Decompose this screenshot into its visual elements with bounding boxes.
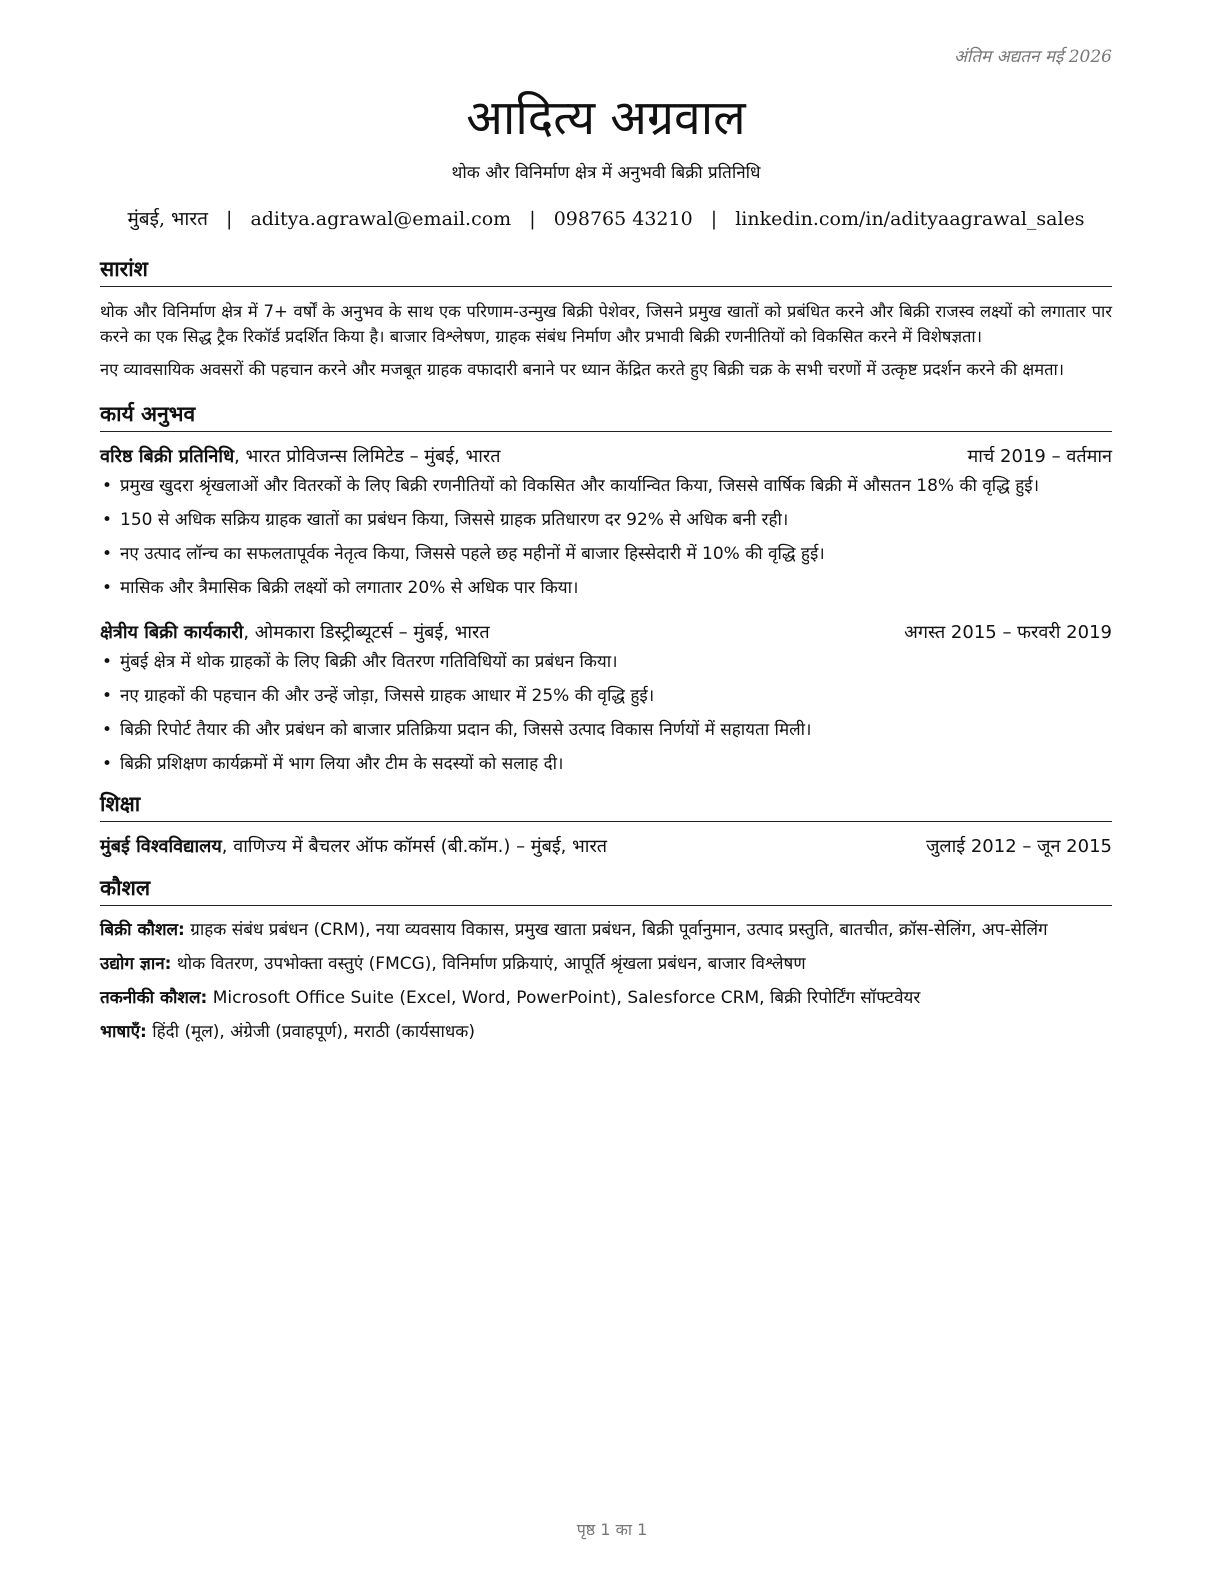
- contact-line: [100, 205, 1112, 231]
- contact-separator: |: [225, 208, 233, 230]
- skill-label: उद्योग ज्ञान:: [100, 954, 172, 974]
- job-entry: [100, 444, 1112, 600]
- job-bullets: [100, 650, 1112, 776]
- summary-paragraph: थोक और विनिर्माण क्षेत्र में 7+ वर्षों के अनुभव के साथ एक परिणाम-उन्मुख बिक्री पेशेवर, जिसने प्रमुख खातों को प्रबंधित करने और बिक्री राजस्व लक्ष्यों को लगातार पार करने का एक सिद्ध ट्रैक रिकॉर्ड प्रदर्शित किया है। बाजार विश्लेषण, ग्राहक संबंध निर्माण और प्रभावी बिक्री रणनीतियों को विकसित करने में विशेषज्ञता।: [100, 302, 1112, 346]
- education-dates: जुलाई 2012 – जून 2015: [926, 836, 1112, 857]
- summary-section: [100, 255, 1112, 382]
- skill-label: तकनीकी कौशल:: [100, 988, 208, 1008]
- job-bullet: • प्रमुख खुदरा श्रृंखलाओं और वितरकों के लिए बिक्री रणनीतियों को विकसित और कार्यान्वित किया, जिससे वार्षिक बिक्री में औसतन 18% की वृद्धि हुई।: [120, 474, 1112, 498]
- job-bullet: • नए उत्पाद लॉन्च का सफलतापूर्वक नेतृत्व किया, जिससे पहले छह महीनों में बाजार हिस्सेदारी में 10% की वृद्धि हुई।: [120, 542, 1112, 566]
- job-role: क्षेत्रीय बिक्री कार्यकारी: [100, 622, 244, 643]
- last-updated: अंतिम अद्यतन मई 2026: [953, 47, 1112, 67]
- skill-value: थोक वितरण, उपभोक्ता वस्तुएं (FMCG), विनिर्माण प्रक्रियाएं, आपूर्ति श्रृंखला प्रबंधन, बाजार विश्लेषण: [171, 954, 806, 974]
- contact-separator: |: [710, 208, 718, 230]
- job-bullets: [100, 474, 1112, 600]
- job-header: [100, 444, 1112, 468]
- skill-value: Microsoft Office Suite (Excel, Word, PowerPoint), Salesforce CRM, बिक्री रिपोर्टिंग सॉफ्टवेयर: [207, 988, 921, 1008]
- job-header: [100, 620, 1112, 644]
- contact-phone: 098765 43210: [553, 208, 693, 230]
- skill-line: [100, 918, 1112, 942]
- education-institution: मुंबई विश्वविद्यालय: [100, 836, 222, 857]
- skill-line: [100, 986, 1112, 1010]
- skills-heading: कौशल: [100, 874, 1112, 906]
- job-bullet: • मुंबई क्षेत्र में थोक ग्राहकों के लिए बिक्री और वितरण गतिविधियों का प्रबंधन किया।: [120, 650, 1112, 674]
- skills-section: [100, 874, 1112, 1044]
- contact-linkedin[interactable]: linkedin.com/in/adityaagrawal_sales: [735, 208, 1085, 230]
- job-role: वरिष्ठ बिक्री प्रतिनिधि: [100, 446, 235, 467]
- contact-separator: |: [529, 208, 536, 230]
- job-bullet: • नए ग्राहकों की पहचान की और उन्हें जोड़ा, जिससे ग्राहक आधार में 25% की वृद्धि हुई।: [120, 684, 1112, 708]
- contact-location: मुंबई, भारत: [127, 208, 208, 230]
- summary-heading: सारांश: [100, 255, 1112, 287]
- education-section: [100, 790, 1112, 858]
- summary-paragraph: नए व्यावसायिक अवसरों की पहचान करने और मजबूत ग्राहक वफादारी बनाने पर ध्यान केंद्रित करते हुए बिक्री चक्र के सभी चरणों में उत्कृष्ट प्रदर्शन करने की क्षमता।: [100, 360, 1065, 379]
- page-number: पृष्ठ 1 का 1: [576, 1520, 648, 1539]
- job-dates: मार्च 2019 – वर्तमान: [967, 446, 1112, 467]
- job-organization: , भारत प्रोविजन्स लिमिटेड – मुंबई, भारत: [234, 446, 501, 467]
- job-bullet: • बिक्री प्रशिक्षण कार्यक्रमों में भाग लिया और टीम के सदस्यों को सलाह दी।: [120, 752, 1112, 776]
- job-entry: [100, 620, 1112, 776]
- job-dates: अगस्त 2015 – फरवरी 2019: [904, 622, 1112, 643]
- education-heading: शिक्षा: [100, 790, 1112, 822]
- tagline: थोक और विनिर्माण क्षेत्र में अनुभवी बिक्री प्रतिनिधि: [451, 163, 761, 183]
- experience-heading: कार्य अनुभव: [100, 400, 1112, 432]
- skill-line: [100, 1020, 1112, 1044]
- experience-section: [100, 400, 1112, 776]
- skill-value: ग्राहक संबंध प्रबंधन (CRM), नया व्यवसाय विकास, प्रमुख खाता प्रबंधन, बिक्री पूर्वानुमान, उत्पाद प्रस्तुति, बातचीत, क्रॉस-सेलिंग, अप-सेलिंग: [184, 920, 1048, 940]
- job-bullet: • मासिक और त्रैमासिक बिक्री लक्ष्यों को लगातार 20% से अधिक पार किया।: [120, 576, 1112, 600]
- education-entry: [100, 834, 1112, 858]
- candidate-name: आदित्य अग्रवाल: [466, 90, 746, 146]
- job-bullet: • बिक्री रिपोर्ट तैयार की और प्रबंधन को बाजार प्रतिक्रिया प्रदान की, जिससे उत्पाद विकास निर्णयों में सहायता मिली।: [120, 718, 1112, 742]
- skill-line: [100, 952, 1112, 976]
- skill-label: बिक्री कौशल:: [100, 920, 185, 940]
- job-organization: , ओमकारा डिस्ट्रीब्यूटर्स – मुंबई, भारत: [243, 622, 490, 643]
- job-bullet: • 150 से अधिक सक्रिय ग्राहक खातों का प्रबंधन किया, जिससे ग्राहक प्रतिधारण दर 92% से अधिक बनी रही।: [120, 508, 1112, 532]
- contact-email[interactable]: aditya.agrawal@email.com: [250, 208, 512, 230]
- skill-value: हिंदी (मूल), अंग्रेजी (प्रवाहपूर्ण), मराठी (कार्यसाधक): [146, 1022, 475, 1042]
- education-degree: , वाणिज्य में बैचलर ऑफ कॉमर्स (बी.कॉम.) – मुंबई, भारत: [221, 836, 608, 857]
- skill-label: भाषाएँ:: [100, 1022, 147, 1042]
